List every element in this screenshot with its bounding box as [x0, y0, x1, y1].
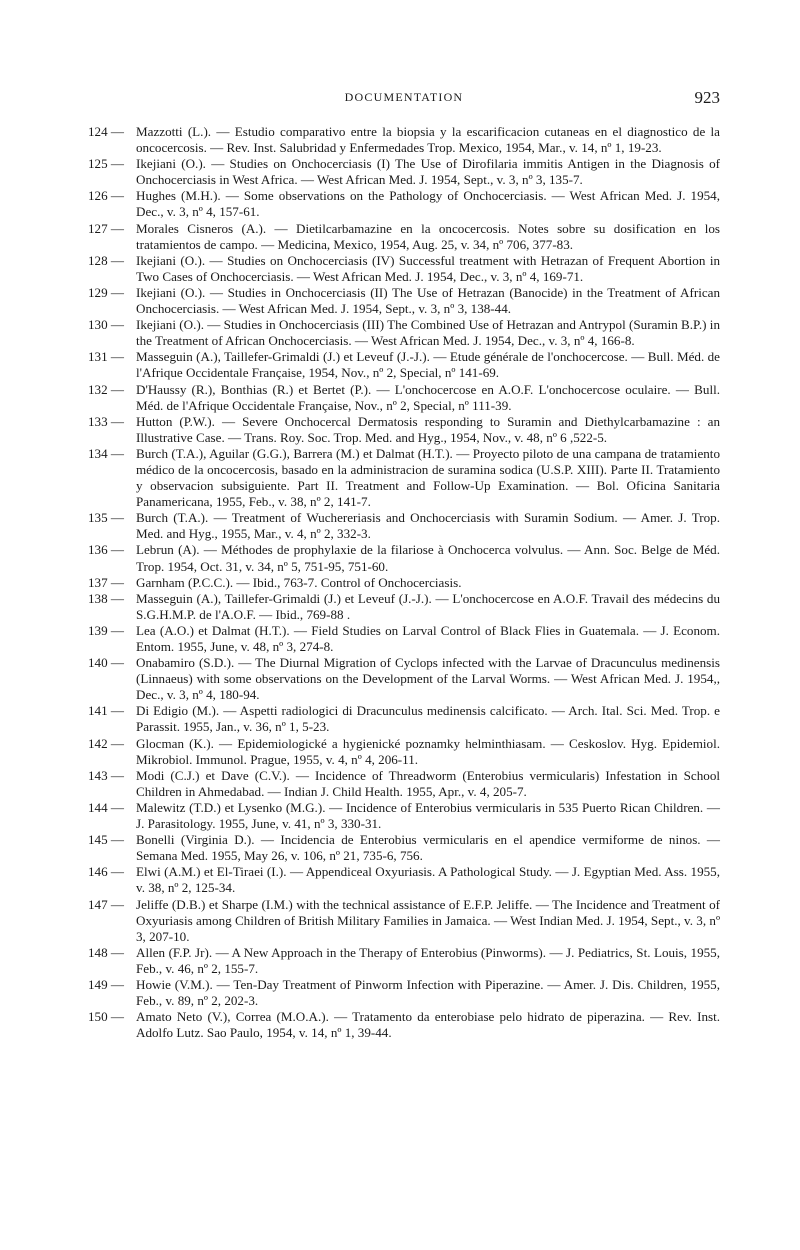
- entry-number: 142 —: [88, 735, 125, 751]
- bibliography-entry: [88, 768, 720, 800]
- entry-text: Ikejiani (O.). — Studies in Onchocerciasis (II) The Use of Hetrazan (Banocide) in the Treatment of African Onchocerciasis. — West African Med. J. 1954, Sept., v. 3, nº 3, 138-44.: [136, 284, 720, 317]
- bibliography-entry: [88, 124, 720, 156]
- bibliography-entry: [88, 591, 720, 623]
- entry-number: 132 —: [88, 381, 125, 397]
- bibliography-entry: [88, 575, 720, 591]
- bibliography-entry: [88, 1009, 720, 1041]
- entry-text: Onabamiro (S.D.). — The Diurnal Migration of Cyclops infected with the Larvae of Dracunculus medinensis (Linnaeus) with some observations on the Development of the Larval Worms. — West African Med. J. 1954,, Dec., v. 3, nº 4, 180-94.: [136, 655, 720, 703]
- bibliography-entry: [88, 317, 720, 349]
- entry-number: 143 —: [88, 767, 125, 783]
- entry-text: Jeliffe (D.B.) et Sharpe (I.M.) with the technical assistance of E.F.P. Jeliffe. — The Incidence and Treatment of Oxyuriasis among Children of British Military Families in Jamaica. — West Indian Med. J. 1954, Sept., v. 3, nº 3, 207-10.: [136, 896, 720, 944]
- bibliography-entry: [88, 977, 720, 1009]
- bibliography-list: [88, 124, 720, 1041]
- entry-text: Howie (V.M.). — Ten-Day Treatment of Pinworm Infection with Piperazine. — Amer. J. Dis. Children, 1955, Feb., v. 89, nº 2, 202-3.: [136, 976, 720, 1009]
- entry-number: 141 —: [88, 703, 125, 719]
- bibliography-entry: [88, 446, 720, 510]
- bibliography-entry: [88, 945, 720, 977]
- entry-number: 130 —: [88, 317, 125, 333]
- bibliography-entry: [88, 655, 720, 703]
- bibliography-entry: [88, 221, 720, 253]
- entry-number: 138 —: [88, 590, 125, 606]
- entry-number: 148 —: [88, 944, 125, 960]
- entry-number: 129 —: [88, 284, 125, 300]
- entry-text: Malewitz (T.D.) et Lysenko (M.G.). — Incidence of Enterobius vermicularis in 535 Puerto Rican Children. — J. Parasitology. 1955, June, v. 41, nº 3, 330-31.: [136, 799, 720, 832]
- entry-text: Hutton (P.W.). — Severe Onchocercal Dermatosis responding to Suramin and Diethylcarbamazine : an Illustrative Case. — Trans. Roy. Soc. Trop. Med. and Hyg., 1954, Nov., v. 48, nº 6 ,522-5.: [136, 413, 720, 445]
- entry-number: 125 —: [88, 156, 125, 172]
- entry-text: Glocman (K.). — Epidemiologické a hygienické poznamky helminthiasam. — Ceskoslov. Hyg. Epidemiol. Mikrobiol. Immunol. Prague, 1955, v. 4, nº 4, 206-11.: [136, 735, 720, 767]
- entry-text: Ikejiani (O.). — Studies on Onchocerciasis (I) The Use of Dirofilaria immitis Antigen in the Diagnosis of Onchocerciasis in West Africa. — West African Med. J. 1954, Sept., v. 3, nº 3, 135-7.: [136, 156, 720, 188]
- entry-number: 145 —: [88, 832, 125, 848]
- entry-number: 140 —: [88, 655, 125, 671]
- bibliography-entry: [88, 156, 720, 188]
- entry-text: Morales Cisneros (A.). — Dietilcarbamazine en la oncocercosis. Notes sobre su dosification en los tratamientos de campo. — Medicina, Mexico, 1954, Aug. 25, v. 34, nº 706, 377-83.: [136, 220, 720, 252]
- entry-number: 137 —: [88, 574, 125, 590]
- entry-text: D'Haussy (R.), Bonthias (R.) et Bertet (P.). — L'onchocercose en A.O.F. L'onchocercose oculaire. — Bull. Méd. de l'Afrique Occidentale Française, Nov., nº 2, Special, nº 111-39.: [136, 381, 720, 413]
- entry-text: Bonelli (Virginia D.). — Incidencia de Enterobius vermicularis en el apendice vermiforme de ninos. — Semana Med. 1955, May 26, v. 106, nº 21, 735-6, 756.: [136, 832, 720, 864]
- bibliography-entry: [88, 703, 720, 735]
- bibliography-entry: [88, 510, 720, 542]
- entry-text: Di Edigio (M.). — Aspetti radiologici di Dracunculus medinensis calcificato. — Arch. Ital. Sci. Med. Trop. e Parassit. 1955, Jan., v. 36, nº 1, 5-23.: [136, 703, 720, 735]
- entry-number: 139 —: [88, 622, 125, 638]
- bibliography-entry: [88, 414, 720, 446]
- entry-number: 150 —: [88, 1009, 125, 1025]
- entry-number: 124 —: [88, 124, 125, 139]
- entry-number: 144 —: [88, 799, 125, 815]
- entry-number: 146 —: [88, 864, 125, 880]
- bibliography-entry: [88, 736, 720, 768]
- entry-number: 131 —: [88, 349, 125, 365]
- entry-number: 128 —: [88, 252, 125, 268]
- bibliography-entry: [88, 832, 720, 864]
- entry-text: Modi (C.J.) et Dave (C.V.). — Incidence of Threadworm (Enterobius vermicularis) Infestation in School Children in Ahmedabad. — Indian J. Child Health. 1955, Apr., v. 4, 205-7.: [136, 767, 720, 799]
- entry-text: Allen (F.P. Jr). — A New Approach in the Therapy of Enterobius (Pinworms). — J. Pediatrics, St. Louis, 1955, Feb., v. 46, nº 2, 155-7.: [136, 944, 720, 976]
- bibliography-entry: [88, 188, 720, 220]
- entry-text: Ikejiani (O.). — Studies on Onchocerciasis (IV) Successful treatment with Hetrazan of Frequent Abortion in Two Cases of Onchocerciasis. — West African Med. J. 1954, Dec., v. 3, nº 4, 169-71.: [136, 252, 720, 284]
- entry-text: Lebrun (A). — Méthodes de prophylaxie de la filariose à Onchocerca volvulus. — Ann. Soc. Belge de Méd. Trop. 1954, Oct. 31, v. 34, nº 5, 751-95, 751-60.: [136, 542, 720, 574]
- entry-text: Lea (A.O.) et Dalmat (H.T.). — Field Studies on Larval Control of Black Flies in Guatemala. — J. Econom. Entom. 1955, June, v. 48, nº 3, 274-8.: [136, 622, 720, 654]
- entry-text: Burch (T.A.), Aguilar (G.G.), Barrera (M.) et Dalmat (H.T.). — Proyecto piloto de una campana de tratamiento médico de la oncocercosis, basado en la administracion de suramina sodica (U.S.P. XIII). Parte II. Tratamiento y observacion subsiguiente. Part II. Treatment and Follow-Up Examination. — Bol. Oficina Sanitaria Panamericana, 1955, Feb., v. 38, nº 2, 141-7.: [136, 445, 720, 510]
- entry-text: Garnham (P.C.C.). — Ibid., 763-7. Control of Onchocerciasis.: [136, 574, 462, 590]
- bibliography-entry: [88, 349, 720, 381]
- entry-number: 133 —: [88, 413, 125, 429]
- bibliography-entry: [88, 253, 720, 285]
- entry-text: Elwi (A.M.) et El-Tiraei (I.). — Appendiceal Oxyuriasis. A Pathological Study. — J. Egyptian Med. Ass. 1955, v. 38, nº 2, 125-34.: [136, 864, 720, 896]
- entry-text: Masseguin (A.), Taillefer-Grimaldi (J.) et Leveuf (J.-J.). — Etude générale de l'onchocercose. — Bull. Méd. de l'Afrique Occidentale Française, 1954, Nov., nº 2, Special, nº 141-69.: [136, 349, 720, 381]
- running-title: DOCUMENTATION: [344, 90, 464, 104]
- entry-number: 149 —: [88, 976, 125, 992]
- bibliography-entry: [88, 864, 720, 896]
- entry-text: Hughes (M.H.). — Some observations on the Pathology of Onchocerciasis. — West African Med. J. 1954, Dec., v. 3, nº 4, 157-61.: [136, 188, 720, 220]
- bibliography-entry: [88, 542, 720, 574]
- entry-number: 134 —: [88, 445, 125, 461]
- entry-number: 136 —: [88, 542, 125, 558]
- entry-number: 126 —: [88, 188, 125, 204]
- bibliography-entry: [88, 897, 720, 945]
- page-header: [88, 88, 720, 112]
- entry-number: 135 —: [88, 510, 125, 526]
- entry-number: 147 —: [88, 896, 125, 912]
- entry-text: Burch (T.A.). — Treatment of Wuchereriasis and Onchocerciasis with Suramin Sodium. — Amer. J. Trop. Med. and Hyg., 1955, Mar., v. 4, nº 2, 332-3.: [136, 510, 720, 542]
- page-number: 923: [694, 88, 720, 107]
- bibliography-entry: [88, 623, 720, 655]
- entry-text: Amato Neto (V.), Correa (M.O.A.). — Tratamento da enterobiase pelo hidrato de piperazina. — Rev. Inst. Adolfo Lutz. Sao Paulo, 1954, v. 14, nº 1, 39-44.: [136, 1009, 720, 1041]
- entry-text: Ikejiani (O.). — Studies in Onchocerciasis (III) The Combined Use of Hetrazan and Antrypol (Suramin B.P.) in the Treatment of African Onchocerciasis. — West African Med. J. 1954, Dec., v. 3, nº 4, 166-8.: [136, 317, 720, 349]
- entry-text: Mazzotti (L.). — Estudio comparativo entre la biopsia y la escarificacion cutaneas en el diagnostico de la oncocercosis. — Rev. Inst. Salubridad y Enfermedades Trop. Mexico, 1954, Mar., v. 14, nº 1, 19-23.: [136, 124, 720, 156]
- bibliography-entry: [88, 800, 720, 832]
- bibliography-entry: [88, 382, 720, 414]
- entry-text: Masseguin (A.), Taillefer-Grimaldi (J.) et Leveuf (J.-J.). — L'onchocercose en A.O.F. Travail des médecins du S.G.H.M.P. de l'A.O.F. — Ibid., 769-88 .: [136, 590, 720, 622]
- bibliography-entry: [88, 285, 720, 317]
- entry-number: 127 —: [88, 220, 125, 236]
